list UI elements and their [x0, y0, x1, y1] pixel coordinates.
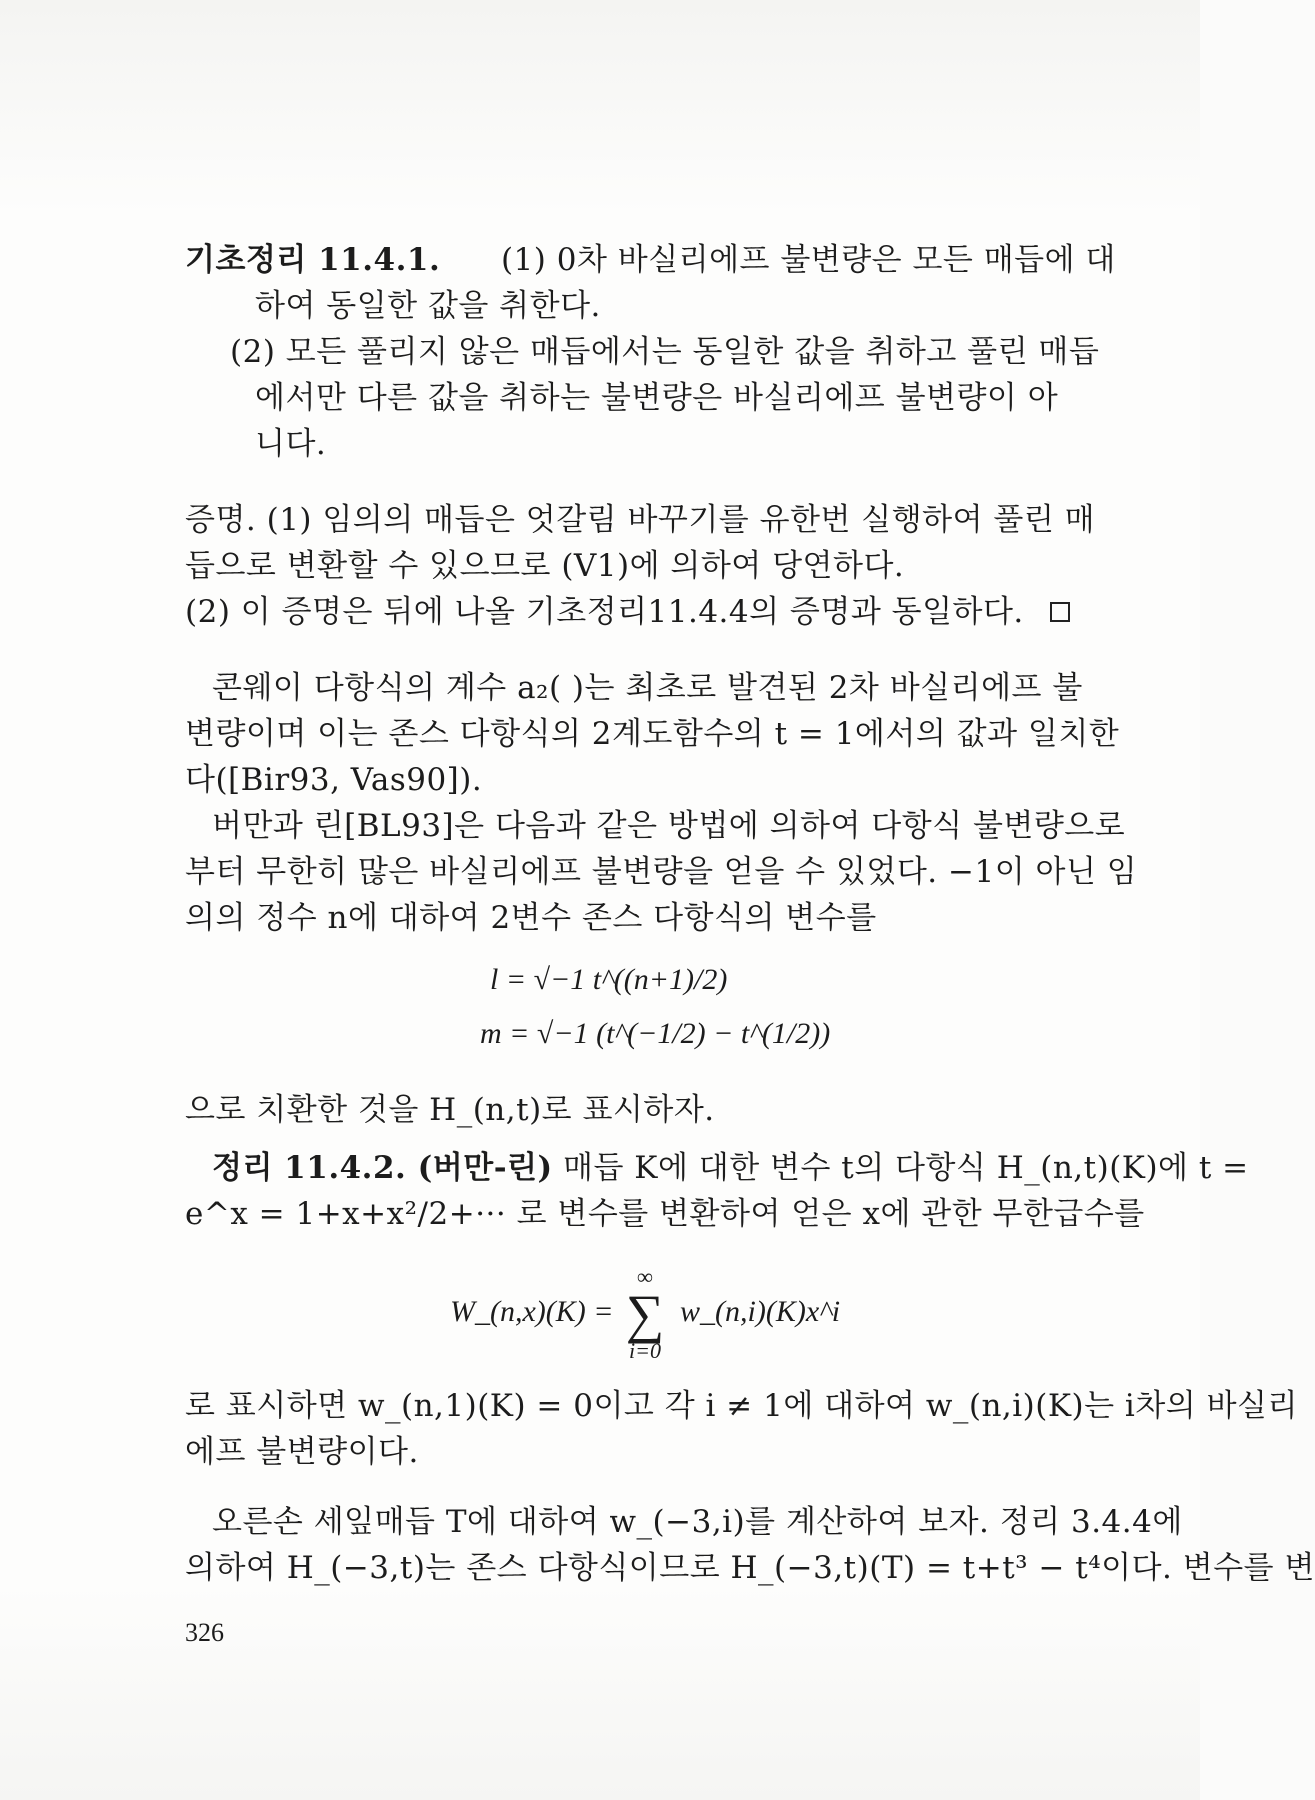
para2-line-3: 의의 정수 n에 대하여 2변수 존스 다항식의 변수를 [185, 900, 877, 936]
para2-line-1: 버만과 린[BL93]은 다음과 같은 방법에 의하여 다항식 불변량으로 [212, 808, 1126, 844]
theorem-line-2: e^x = 1+x+x²/2+··· 로 변수를 변환하여 얻은 x에 관한 무한급수를 [185, 1196, 1145, 1232]
sum-upper-limit: ∞ [637, 1264, 653, 1289]
para3-line: 으로 치환한 것을 H_(n,t)로 표시하자. [185, 1092, 715, 1128]
para5-line-1: 오른손 세잎매듭 T에 대하여 w_(−3,i)를 계산하여 보자. 정리 3.4.4에 [212, 1504, 1183, 1540]
summation [615, 1265, 675, 1363]
lemma-text: (1) 0차 바실리에프 불변량은 모든 매듭에 대 [500, 242, 1116, 278]
proof-line-1: 증명. (1) 임의의 매듭은 엇갈림 바꾸기를 유한번 실행하여 풀린 매 [185, 502, 1096, 538]
theorem-text: 매듭 K에 대한 변수 t의 다항식 H_(n,t)(K)에 t = [563, 1150, 1249, 1186]
lemma-label: 기초정리 11.4.1. [185, 242, 441, 278]
qed-square [1050, 602, 1070, 622]
lemma-line-2: 하여 동일한 값을 취한다. [255, 288, 601, 324]
equation-l: l = √−1 t^((n+1)/2) [490, 963, 728, 996]
para4-line-1: 로 표시하면 w_(n,1)(K) = 0이고 각 i ≠ 1에 대하여 w_(n,i)(K)는 i차의 바실리 [185, 1388, 1298, 1424]
theorem-label: 정리 11.4.2. (버만-린) [212, 1150, 553, 1186]
para1-line-3: 다([Bir93, Vas90]). [185, 762, 483, 798]
theorem-line-1 [212, 1146, 1249, 1190]
lemma-line-3: (2) 모든 풀리지 않은 매듭에서는 동일한 값을 취하고 풀린 매듭 [230, 334, 1100, 370]
sigma-symbol: ∑ [625, 1284, 665, 1344]
para5-line-2: 의하여 H_(−3,t)는 존스 다항식이므로 H_(−3,t)(T) = t+t³ − t⁴이다. 변수를 변 [185, 1550, 1315, 1586]
page-number: 326 [185, 1618, 224, 1647]
equation-w-lhs: W_(n,x)(K) = [450, 1295, 614, 1328]
proof-line-3: (2) 이 증명은 뒤에 나올 기초정리11.4.4의 증명과 동일하다. [185, 594, 1024, 630]
lemma-line-4: 에서만 다른 값을 취하는 불변량은 바실리에프 불변량이 아 [255, 380, 1059, 416]
equation-m: m = √−1 (t^(−1/2) − t^(1/2)) [480, 1017, 831, 1050]
para2-line-2: 부터 무한히 많은 바실리에프 불변량을 얻을 수 있었다. −1이 아닌 임 [185, 854, 1138, 890]
equation-w-rhs: w_(n,i)(K)x^i [680, 1295, 841, 1328]
para4-line-2: 에프 불변량이다. [185, 1434, 419, 1470]
lemma-line-5: 니다. [255, 426, 327, 462]
para1-line-1: 콘웨이 다항식의 계수 a₂( )는 최초로 발견된 2차 바실리에프 불 [212, 670, 1083, 706]
proof-line-2: 듭으로 변환할 수 있으므로 (V1)에 의하여 당연하다. [185, 548, 905, 584]
para1-line-2: 변량이며 이는 존스 다항식의 2계도함수의 t = 1에서의 값과 일치한 [185, 716, 1120, 752]
sum-lower-limit: i=0 [629, 1338, 661, 1363]
lemma-line-1 [185, 238, 1116, 282]
